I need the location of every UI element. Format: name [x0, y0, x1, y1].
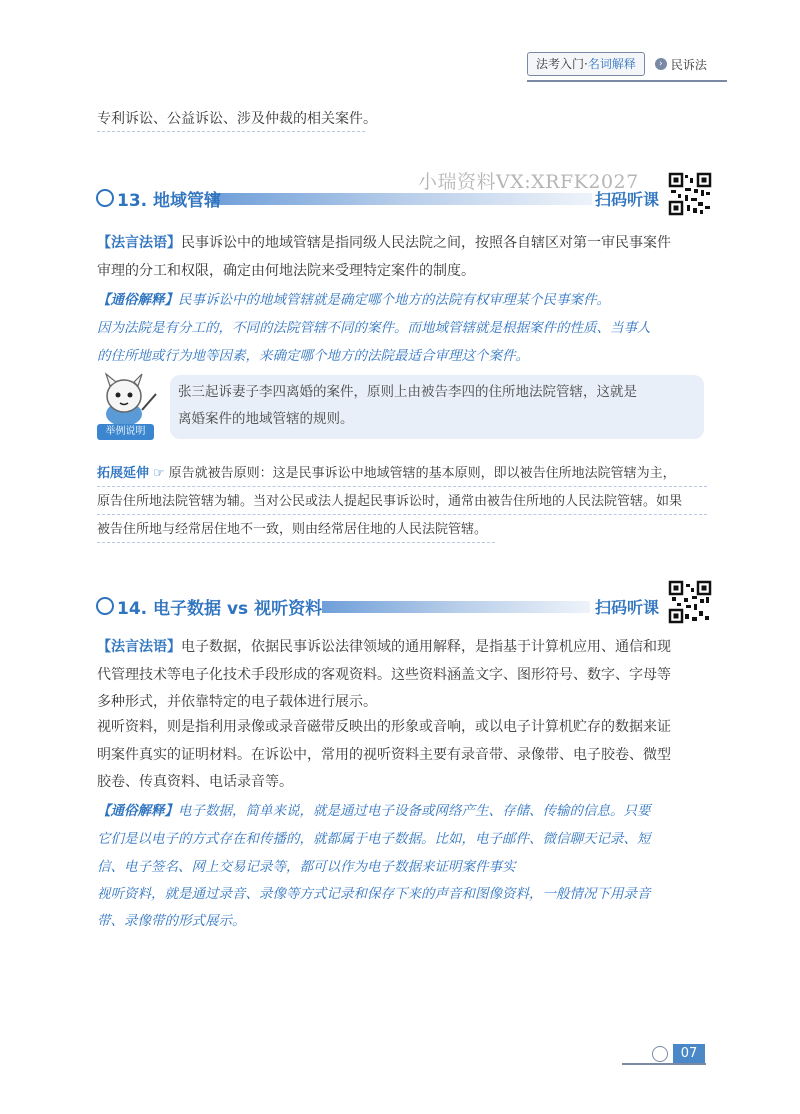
section14-law-tag: 【法言法语】 — [97, 639, 181, 655]
watermark: 小瑞资料VX:XRFK2027 — [418, 171, 639, 193]
section14-pop-tag: 【通俗解释】 — [97, 803, 178, 819]
section13-ext-line-2: 原告住所地法院管辖为辅。当对公民或法人提起民事诉讼时，通常由被告住所地的人民法院管辖。如果 — [97, 494, 683, 509]
header-subject: 民诉法 — [670, 57, 707, 72]
section13-pop-line-2: 因为法院是有分工的，不同的法院管辖不同的案件。而地域管辖就是根据案件的性质、当事人 — [97, 320, 651, 336]
section13-pop-tag: 【通俗解释】 — [97, 292, 178, 308]
chevron-right-icon: › — [655, 58, 667, 70]
section14-law-line-5: 明案件真实的证明材料。在诉讼中，常用的视听资料主要有录音带、录像带、电子胶卷、微型 — [97, 747, 671, 763]
qr-code-icon[interactable] — [668, 172, 712, 216]
section14-pop-line-4: 视听资料，就是通过录音、录像等方式记录和保存下来的声音和图像资料，一般情况下用录音 — [97, 886, 651, 902]
example-text — [178, 379, 698, 433]
section13-pop-text-1: 民事诉讼中的地域管辖就是确定哪个地方的法院有权审理某个民事案件。 — [178, 292, 610, 308]
section14-icon — [96, 597, 114, 615]
section13-bar — [212, 193, 592, 205]
section14-law-line-2: 代管理技术等电子化技术手段形成的客观资料。这些资料涵盖文字、图形符号、数字、字母等 — [97, 667, 671, 683]
header-section: 名词解释 — [587, 57, 636, 71]
section13-icon — [96, 189, 114, 207]
section14-pop-line-1 — [97, 796, 717, 826]
section14-pop-text-1: 电子数据，简单来说，就是通过电子设备或网络产生、存储、传输的信息。只要 — [178, 803, 651, 819]
section13-ext-tag: 拓展延伸 — [97, 466, 150, 481]
section14-law-line-6: 胶卷、传真资料、电话录音等。 — [97, 774, 293, 790]
page-rule — [622, 1063, 706, 1065]
example-line-2: 离婚案件的地域管辖的规则。 — [178, 411, 354, 427]
section13-law-line-2: 审理的分工和权限，确定由何地法院来受理特定案件的制度。 — [97, 263, 475, 279]
section14-pop-line-2: 它们是以电子的方式存在和传播的，就都属于电子数据。比如，电子邮件、微信聊天记录、短 — [97, 831, 651, 847]
page-smile-icon — [652, 1046, 668, 1062]
header-book: 法考入门 — [536, 57, 585, 71]
section13-heading — [96, 183, 221, 213]
intro-underline — [97, 131, 365, 132]
section14-law-line-4: 视听资料，则是指利用录像或录音磁带反映出的形象或音响，或以电子计算机贮存的数据来证 — [97, 719, 671, 735]
header-rule — [527, 80, 727, 82]
section13-law-line-1 — [97, 228, 717, 258]
section14-law-line-1 — [97, 632, 717, 662]
section13-ext-text-1: 原告就被告原则：这是民事诉讼中地域管辖的基本原则，即以被告住所地法院管辖为主， — [168, 466, 676, 481]
section13-law-text-1: 民事诉讼中的地域管辖是指同级人民法院之间，按照各自辖区对第一审民事案件 — [181, 235, 671, 251]
header-tab — [527, 52, 645, 76]
pointing-hand-icon: ☞ — [153, 466, 165, 481]
section13-ext-line-1 — [97, 459, 717, 489]
section13-law-tag: 【法言法语】 — [97, 235, 181, 251]
section14-pop-line-5: 带、录像带的形式展示。 — [97, 913, 246, 929]
intro-line: 专利诉讼、公益诉讼、涉及仲裁的相关案件。 — [97, 111, 377, 127]
header-sep: · — [584, 57, 588, 71]
section14-scan-label: 扫码听课 — [595, 598, 660, 617]
example-label: 举例说明 — [97, 424, 154, 440]
running-header — [527, 51, 707, 77]
section14-law-line-3: 多种形式，并依靠特定的电子载体进行展示。 — [97, 694, 377, 710]
ext-underline-3 — [97, 542, 495, 543]
section13-pop-line-3: 的住所地或行为地等因素，来确定哪个地方的法院最适合审理这个案件。 — [97, 348, 529, 364]
section14-law-text-1: 电子数据，依据民事诉讼法律领域的通用解释，是指基于计算机应用、通信和现 — [181, 639, 671, 655]
example-line-1: 张三起诉妻子李四离婚的案件，原则上由被告李四的住所地法院管辖，这就是 — [178, 384, 637, 400]
section14-title: 14. 电子数据 vs 视听资料 — [117, 598, 323, 619]
section13-pop-line-1 — [97, 285, 717, 315]
section13-title: 13. 地域管辖 — [117, 190, 222, 211]
section14-heading — [96, 591, 322, 621]
section13-scan-label: 扫码听课 — [595, 190, 660, 209]
section14-pop-line-3: 信、电子签名、网上交易记录等，都可以作为电子数据来证明案件事实 — [97, 859, 516, 875]
qr-code-icon[interactable] — [668, 580, 712, 624]
page-number: 07 — [673, 1044, 705, 1064]
mascot-icon — [96, 372, 160, 428]
section13-ext-line-3: 被告住所地与经常居住地不一致，则由经常居住地的人民法院管辖。 — [97, 522, 488, 537]
section14-bar — [322, 601, 590, 613]
